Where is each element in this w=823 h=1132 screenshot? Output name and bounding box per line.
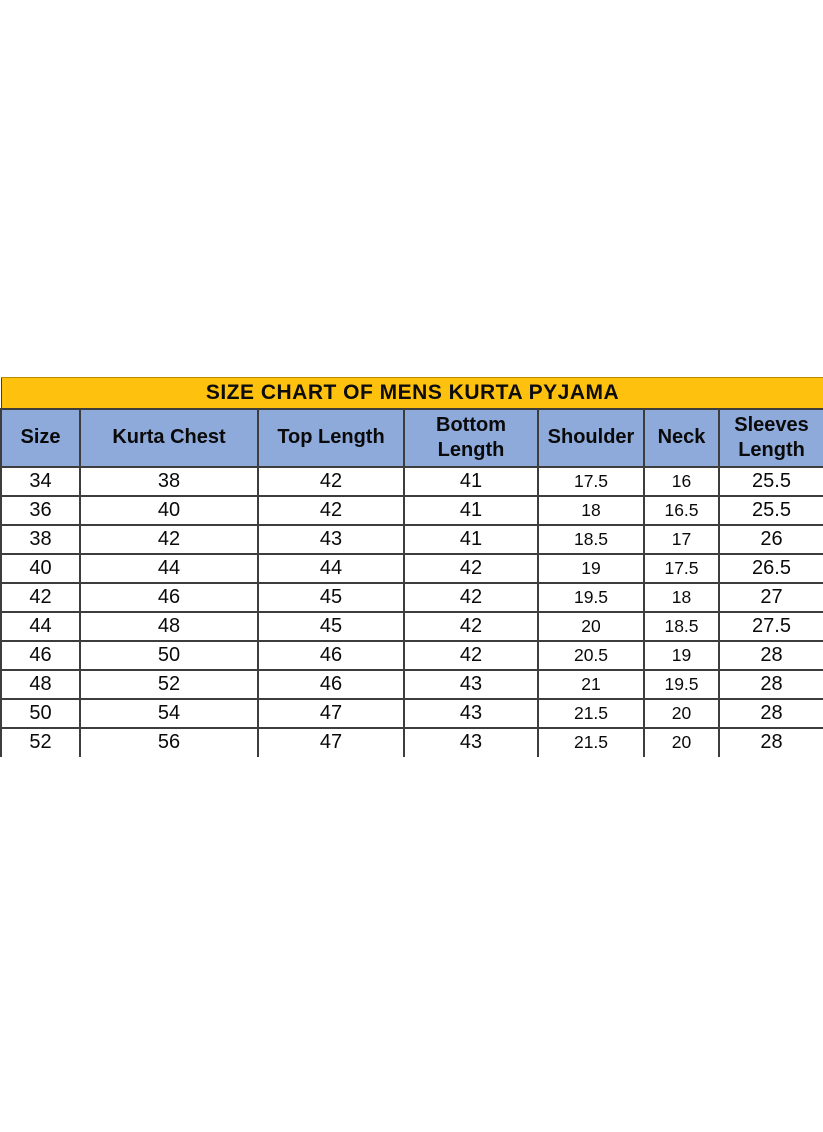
table-row-size-44 — [1, 612, 823, 641]
title-row — [1, 378, 823, 409]
table-row-size-38 — [1, 525, 823, 554]
size-chart-table — [0, 377, 823, 757]
cell-neck-row6: 18.5 — [644, 612, 719, 641]
cell-neck-row10: 20 — [644, 728, 719, 757]
cell-bottom-length-row10: 43 — [404, 728, 538, 757]
cell-top-length-row5: 45 — [258, 583, 404, 612]
cell-shoulder-row1: 17.5 — [538, 467, 644, 496]
cell-kurta-chest-row5: 46 — [80, 583, 258, 612]
cell-neck-row4: 17.5 — [644, 554, 719, 583]
cell-top-length-row8: 46 — [258, 670, 404, 699]
cell-shoulder-row2: 18 — [538, 496, 644, 525]
cell-top-length-row10: 47 — [258, 728, 404, 757]
cell-sleeves-length-row5: 27 — [719, 583, 823, 612]
cell-top-length-row7: 46 — [258, 641, 404, 670]
header-row — [1, 409, 823, 467]
cell-sleeves-length-row9: 28 — [719, 699, 823, 728]
cell-size-row2: 36 — [1, 496, 80, 525]
chart-title: SIZE CHART OF MENS KURTA PYJAMA — [1, 378, 823, 409]
cell-sleeves-length-row2: 25.5 — [719, 496, 823, 525]
cell-bottom-length-row7: 42 — [404, 641, 538, 670]
cell-bottom-length-row9: 43 — [404, 699, 538, 728]
cell-bottom-length-row8: 43 — [404, 670, 538, 699]
cell-kurta-chest-row3: 42 — [80, 525, 258, 554]
cell-shoulder-row5: 19.5 — [538, 583, 644, 612]
size-chart-head — [1, 378, 823, 467]
cell-top-length-row2: 42 — [258, 496, 404, 525]
column-header-size: Size — [1, 409, 80, 467]
table-row-size-36 — [1, 496, 823, 525]
table-row-size-48 — [1, 670, 823, 699]
cell-bottom-length-row4: 42 — [404, 554, 538, 583]
size-chart-container — [0, 377, 823, 757]
cell-top-length-row6: 45 — [258, 612, 404, 641]
cell-neck-row2: 16.5 — [644, 496, 719, 525]
cell-size-row5: 42 — [1, 583, 80, 612]
cell-kurta-chest-row4: 44 — [80, 554, 258, 583]
table-row-size-50 — [1, 699, 823, 728]
column-header-top-length: Top Length — [258, 409, 404, 467]
column-header-shoulder: Shoulder — [538, 409, 644, 467]
cell-neck-row7: 19 — [644, 641, 719, 670]
cell-bottom-length-row5: 42 — [404, 583, 538, 612]
cell-neck-row1: 16 — [644, 467, 719, 496]
column-header-sleeves-length: Sleeves Length — [719, 409, 823, 467]
cell-top-length-row3: 43 — [258, 525, 404, 554]
table-row-size-40 — [1, 554, 823, 583]
cell-size-row3: 38 — [1, 525, 80, 554]
cell-sleeves-length-row3: 26 — [719, 525, 823, 554]
cell-kurta-chest-row9: 54 — [80, 699, 258, 728]
cell-shoulder-row4: 19 — [538, 554, 644, 583]
cell-shoulder-row8: 21 — [538, 670, 644, 699]
cell-size-row1: 34 — [1, 467, 80, 496]
cell-top-length-row1: 42 — [258, 467, 404, 496]
cell-bottom-length-row3: 41 — [404, 525, 538, 554]
cell-neck-row8: 19.5 — [644, 670, 719, 699]
cell-neck-row3: 17 — [644, 525, 719, 554]
table-row-size-34 — [1, 467, 823, 496]
cell-bottom-length-row6: 42 — [404, 612, 538, 641]
cell-sleeves-length-row6: 27.5 — [719, 612, 823, 641]
cell-shoulder-row3: 18.5 — [538, 525, 644, 554]
column-header-neck: Neck — [644, 409, 719, 467]
cell-kurta-chest-row1: 38 — [80, 467, 258, 496]
cell-shoulder-row7: 20.5 — [538, 641, 644, 670]
cell-size-row10: 52 — [1, 728, 80, 757]
cell-size-row8: 48 — [1, 670, 80, 699]
column-header-kurta-chest: Kurta Chest — [80, 409, 258, 467]
cell-kurta-chest-row7: 50 — [80, 641, 258, 670]
cell-top-length-row4: 44 — [258, 554, 404, 583]
cell-sleeves-length-row1: 25.5 — [719, 467, 823, 496]
cell-sleeves-length-row8: 28 — [719, 670, 823, 699]
cell-top-length-row9: 47 — [258, 699, 404, 728]
cell-kurta-chest-row8: 52 — [80, 670, 258, 699]
cell-neck-row9: 20 — [644, 699, 719, 728]
cell-size-row7: 46 — [1, 641, 80, 670]
table-row-size-42 — [1, 583, 823, 612]
cell-size-row9: 50 — [1, 699, 80, 728]
cell-shoulder-row6: 20 — [538, 612, 644, 641]
cell-shoulder-row9: 21.5 — [538, 699, 644, 728]
cell-bottom-length-row1: 41 — [404, 467, 538, 496]
size-table-body — [1, 467, 823, 757]
cell-sleeves-length-row10: 28 — [719, 728, 823, 757]
cell-size-row4: 40 — [1, 554, 80, 583]
cell-kurta-chest-row6: 48 — [80, 612, 258, 641]
cell-sleeves-length-row7: 28 — [719, 641, 823, 670]
column-header-bottom-length: Bottom Length — [404, 409, 538, 467]
cell-kurta-chest-row10: 56 — [80, 728, 258, 757]
cell-sleeves-length-row4: 26.5 — [719, 554, 823, 583]
cell-neck-row5: 18 — [644, 583, 719, 612]
table-row-size-46 — [1, 641, 823, 670]
cell-kurta-chest-row2: 40 — [80, 496, 258, 525]
cell-size-row6: 44 — [1, 612, 80, 641]
table-row-size-52 — [1, 728, 823, 757]
cell-bottom-length-row2: 41 — [404, 496, 538, 525]
cell-shoulder-row10: 21.5 — [538, 728, 644, 757]
